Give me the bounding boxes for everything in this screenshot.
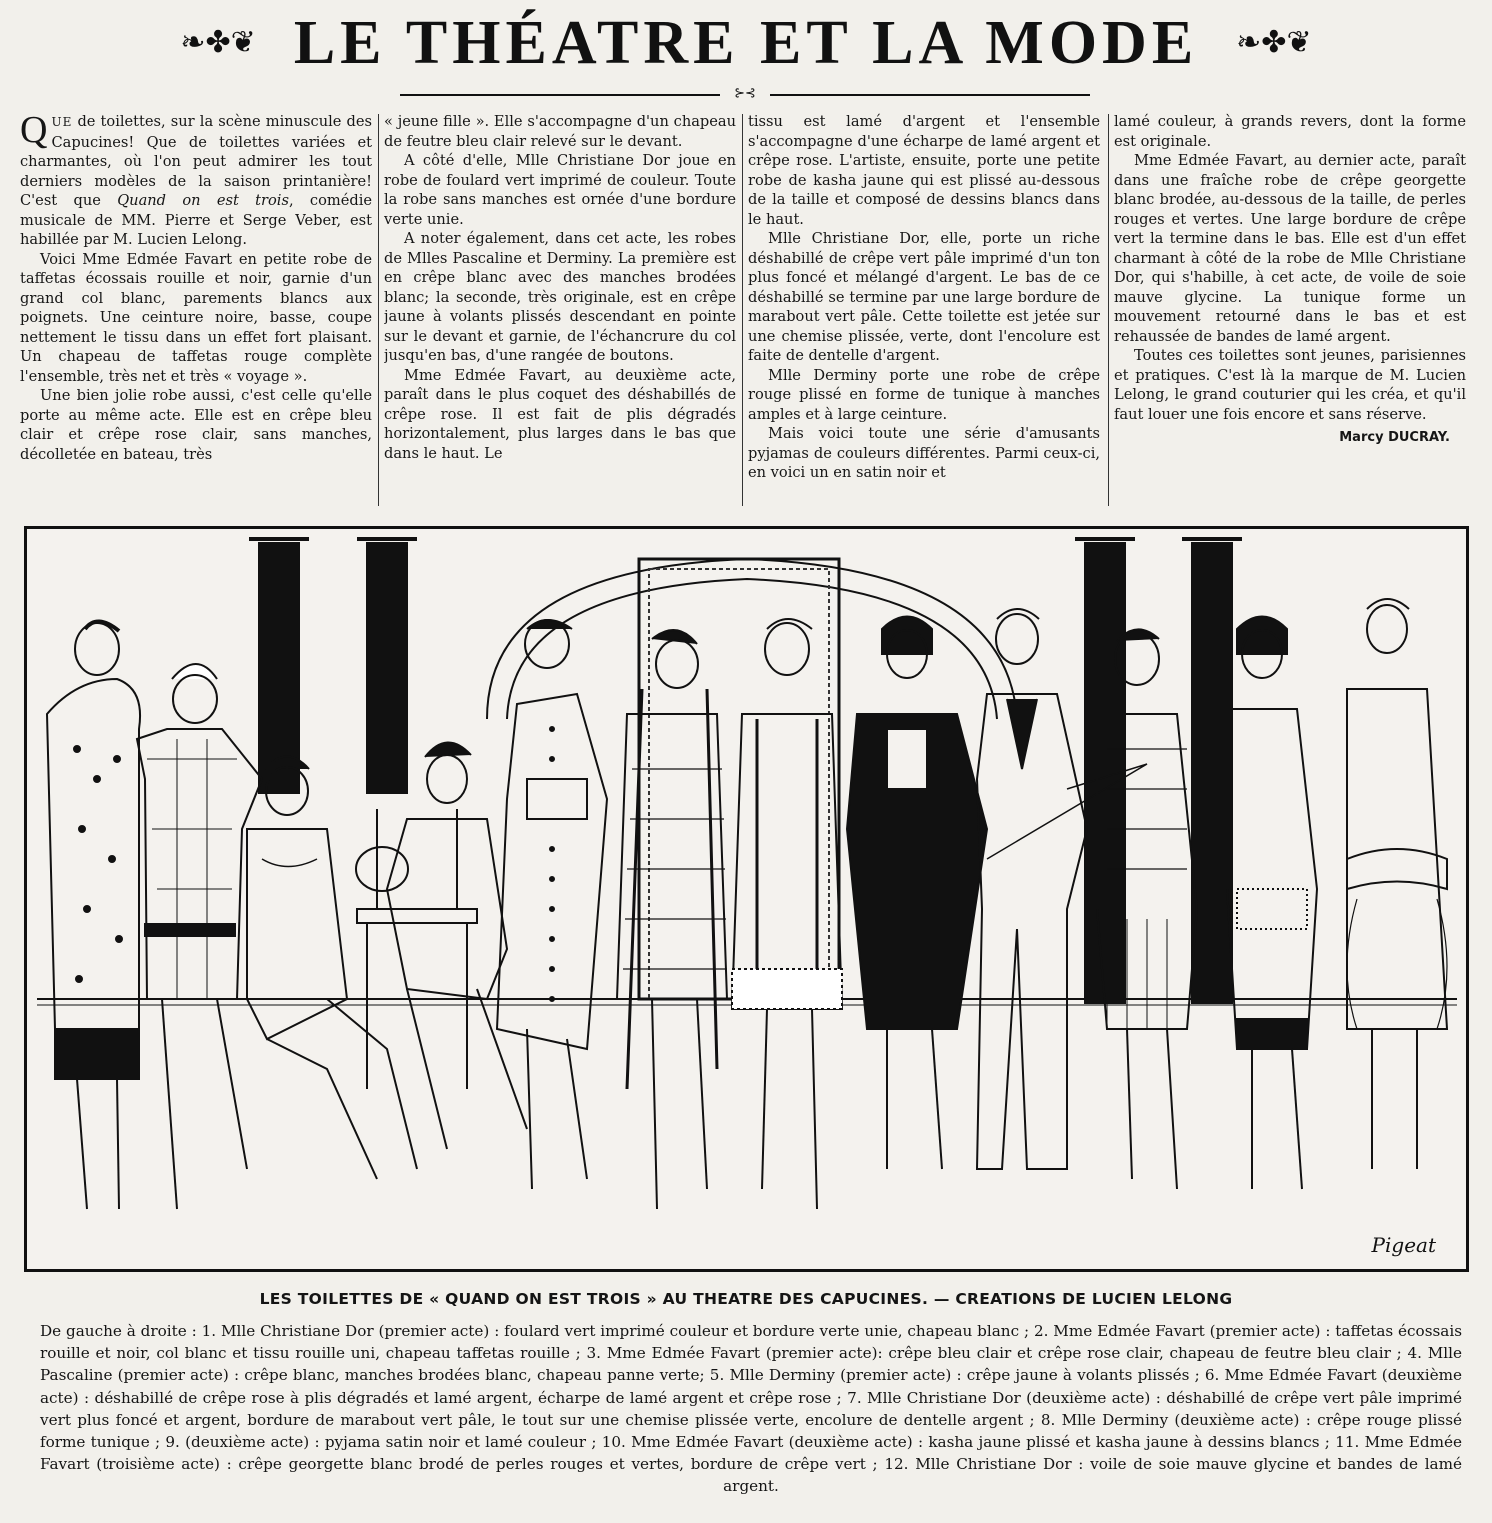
- rule-line-right: [770, 94, 1090, 96]
- author-byline: Marcy DUCRAY.: [1339, 430, 1450, 445]
- paragraph: Mlle Derminy porte une robe de crêpe rouge plissé en forme de tunique à manches amples et à large ceinture.: [748, 366, 1100, 423]
- figure-2: [137, 664, 262, 1209]
- paragraph: A noter également, dans cet acte, les robes de Mlles Pascaline et Derminy. La première est en crêpe blanc avec des manches brodées blanc; la seconde, très originale, est en crêpe jaune à volants plissés descendant en pointe sur le devant et garnie, de l'échancrure du col jusqu'en bas, d'une rangée de boutons.: [384, 230, 736, 364]
- figure-6: [617, 630, 727, 1209]
- fashion-illustration: [24, 526, 1469, 1272]
- paragraph: lamé couleur, à grands revers, dont la forme est originale.: [1114, 113, 1466, 150]
- paragraph-text: , comédie musicale de MM. Pierre et Serge Veber, est habillée par M. Lucien Lelong.: [20, 192, 372, 248]
- column-divider: [742, 114, 743, 506]
- paragraph: Mais voici toute une série d'amusants pyjamas de couleurs différentes. Parmi ceux-ci, en voici un en satin noir et: [748, 425, 1100, 481]
- lead-word: UE: [51, 115, 73, 129]
- drop-cap: Q: [20, 112, 48, 151]
- caption-body: De gauche à droite : 1. Mlle Christiane Dor (premier acte) : foulard vert imprimé couleur et bordure verte unie, chapeau blanc ; 2. Mme Edmée Favart (premier acte) : taffetas écossais rouille et noir, col blanc et tissu rouille uni, chapeau taffetas rouille ; 3. Mme Edmée Favart (premier acte): crêpe bleu clair et crêpe rose clair, chapeau de feutre bleu clair ; 4. Mlle Pascaline (premier acte) : crêpe blanc, manches brodées blanc, chapeau panne verte; 5. Mlle Derminy (premier acte) : crêpe jaune à volants plissés ; 6. Mme Edmée Favart (deuxième acte) : déshabillé de crêpe rose à plis dégradés et lamé argent, écharpe de lamé argent et crêpe rose ; 7. Mlle Christiane Dor (deuxième acte) : déshabillé de crêpe vert pâle imprimé vert plus foncé et argent, bordure de marabout vert pâle, le tout sur une chemise plissée verte, encolure de dentelle argent ; 8. Mlle Derminy (deuxième acte) : crêpe rouge plissé forme tunique ; 9. (deuxième acte) : pyjama satin noir et lamé couleur ; 10. Mme Edmée Favart (deuxième acte) : kasha jaune plissé et kasha jaune à dessins blancs ; 11. Mme Edmée Favart (troisième acte) : crêpe georgette blanc brodé de perles rouges et vertes, bordure de crêpe vert ; 12. Mlle Christiane Dor : voile de soie mauve glycine et bandes de lamé argent.: [40, 1322, 1462, 1496]
- paragraph: Mlle Christiane Dor, elle, porte un riche déshabillé de crêpe vert pâle imprimé d'un ton plus foncé et mélangé d'argent. Le bas de ce déshabillé se termine par une large bordure de marabout vert pâle. Cette toilette est jetée sur une chemise plissée, verte, dont l'encolure est faite de dentelle d'argent.: [748, 230, 1100, 364]
- paragraph-text: de toilettes, sur la scène minuscule des Capucines! Que de toilettes variées et charmantes, où l'on peut admirer les tout derniers modèles de la saison printanière! C'est que: [20, 113, 372, 209]
- column-divider: [378, 114, 379, 506]
- play-title: Quand on est trois: [117, 192, 289, 209]
- stage-backdrop: [37, 539, 1457, 1005]
- article-column-4: [1114, 112, 1466, 507]
- caption-title: LES TOILETTES DE « QUAND ON EST TROIS » AU THEATRE DES CAPUCINES. — CREATIONS DE LUCIEN LELONG: [259, 1290, 1233, 1308]
- paragraph: A côté d'elle, Mlle Christiane Dor joue en robe de foulard vert imprimé de couleur. Toute la robe sans manches est ornée d'une bordure verte unie.: [384, 152, 736, 228]
- paragraph: [20, 112, 372, 250]
- paragraph: Mme Edmée Favart, au deuxième acte, paraît dans le plus coquet des déshabillés de crêpe rose. Il est fait de plis dégradés horizontalement, plus larges dans le bas que dans le haut. Le: [384, 366, 736, 462]
- article-column-2: [384, 112, 736, 507]
- paragraph: Une bien jolie robe aussi, c'est celle qu'elle porte au même acte. Elle est en crêpe bleu clair et crêpe rose clair, sans manches, décolletée en bateau, très: [20, 387, 372, 463]
- paragraph: tissu est lamé d'argent et l'ensemble s'accompagne d'une écharpe de lamé argent et crêpe rose. L'artiste, ensuite, porte une petite robe de kasha jaune qui est plissé au-dessous de la taille et composé de dessins blancs dans le haut.: [748, 113, 1100, 228]
- figure-5: [497, 620, 607, 1189]
- fleuron-right-icon: ❧✤❦: [1236, 25, 1312, 60]
- paragraph: « jeune fille ». Elle s'accompagne d'un chapeau de feutre bleu clair relevé sur le devant.: [384, 113, 736, 150]
- figures: [47, 599, 1447, 1209]
- paragraph: Toutes ces toilettes sont jeunes, parisiennes et pratiques. C'est là la marque de M. Lucien Lelong, le grand couturier qui les créa, et qu'il faut louer une fois encore et sans réserve.: [1114, 347, 1466, 423]
- paragraph: Mme Edmée Favart, au dernier acte, paraît dans une fraîche robe de crêpe georgette blanc brodée, au-dessous de la taille, de perles rouges et vertes. Une large bordure de crêpe vert la termine dans le bas. Elle est d'un effet charmant à côté de la robe de Mlle Christiane Dor, qui s'habille, à cet acte, de voile de soie mauve glycine. La tunique forme un mouvement retourné dans le bas et est rehaussée de bandes de lamé argent.: [1114, 152, 1466, 345]
- chair: [357, 809, 477, 1089]
- figure-7: [732, 619, 842, 1209]
- column-pillar: [367, 543, 407, 793]
- headline: [0, 8, 1492, 78]
- figure-11: [1227, 617, 1317, 1190]
- rule-line-left: [400, 94, 720, 96]
- column-divider: [1108, 114, 1109, 506]
- fleuron-left-icon: ❧✤❦: [180, 25, 256, 60]
- title-rule: [400, 86, 1090, 102]
- article: [20, 112, 1480, 507]
- figure-8: [847, 617, 987, 1170]
- illustration-drawing: [27, 529, 1466, 1269]
- article-column-1: [20, 112, 372, 507]
- column-pillar: [259, 543, 299, 793]
- figure-12: [1347, 599, 1447, 1169]
- artist-signature: Pigeat: [1371, 1233, 1436, 1257]
- rule-ornament-icon: ⊱⊰: [734, 86, 756, 101]
- figure-1: [47, 621, 140, 1209]
- figure-3: [247, 757, 417, 1180]
- paragraph: Voici Mme Edmée Favart en petite robe de taffetas écossais rouille et noir, garnie d'un grand col blanc, parements blancs aux poignets. Une ceinture noire, basse, coupe nettement le tissu dans un effet fort plaisant. Un chapeau de taffetas rouge complète l'ensemble, très net et très « voyage ».: [20, 250, 372, 385]
- article-column-3: [748, 112, 1100, 507]
- page-title: LE THÉATRE ET LA MODE: [293, 9, 1199, 77]
